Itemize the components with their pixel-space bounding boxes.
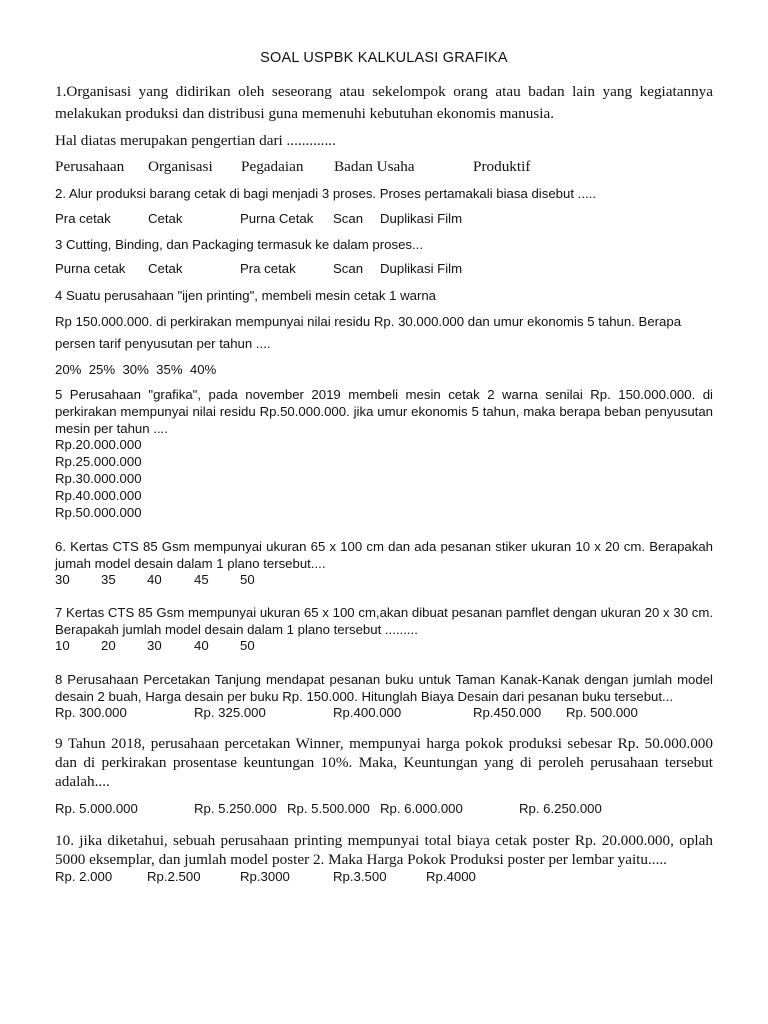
option-d: Rp. 6.000.000 <box>380 801 463 816</box>
page-title: SOAL USPBK KALKULASI GRAFIKA <box>260 50 508 66</box>
option-e: Rp. 6.250.000 <box>519 801 602 816</box>
question-1-text: 1.Organisasi yang didirikan oleh seseorang atau sekelompok orang atau badan lain yang kegiatannya melakukan produksi dan distribusi guna memenuhi kebutuhan ekonomis manusia. <box>55 83 713 122</box>
option-d: Rp.450.000 <box>473 705 542 720</box>
option-e: Rp.50.000.000 <box>55 505 142 520</box>
question-4-options: 20% 25% 30% 35% 40% <box>55 362 217 377</box>
option-b: Organisasi <box>148 158 213 175</box>
option-b: Cetak <box>148 261 183 276</box>
option-a: 30 <box>55 572 70 587</box>
question-9-text: 9 Tahun 2018, perusahaan percetakan Winner, mempunyai harga pokok produksi sebesar Rp. 50.000.000 dan di perkirakan prosentase keuntungan 10%. Maka, Keuntungan yang di peroleh perusahaan tersebut adalah.... <box>55 735 713 790</box>
option-c: Rp.400.000 <box>333 705 402 720</box>
option-e: Duplikasi Film <box>380 261 463 276</box>
question-1-options <box>55 156 713 174</box>
option-e: Duplikasi Film <box>380 211 463 226</box>
option-e: Rp.4000 <box>426 869 476 884</box>
question-4-line-1: 4 Suatu perusahaan "ijen printing", membeli mesin cetak 1 warna <box>55 288 437 303</box>
option-a: Purna cetak <box>55 261 126 276</box>
option-d: 40 <box>194 638 209 653</box>
option-d: Badan Usaha <box>334 158 415 175</box>
option-c: Rp.30.000.000 <box>55 471 142 486</box>
option-b: Cetak <box>148 211 183 226</box>
option-c: Pegadaian <box>241 158 304 175</box>
question-4-line-2: Rp 150.000.000. di perkirakan mempunyai nilai residu Rp. 30.000.000 dan umur ekonomis 5 tahun. Berapa persen tarif penyusutan per tahun .... <box>55 314 682 351</box>
question-6-text: 6. Kertas CTS 85 Gsm mempunyai ukuran 65 x 100 cm dan ada pesanan stiker ukuran 10 x 20 cm. Berapakah jumah model desain dalam 1 plano tersebut.... <box>55 539 713 571</box>
option-a: Rp.20.000.000 <box>55 437 142 452</box>
option-b: 35 <box>101 572 116 587</box>
question-10-text: 10. jika diketahui, sebuah perusahaan printing mempunyai total biaya cetak poster Rp. 20.000.000, oplah 5000 eksemplar, dan jumlah model poster 2. Maka Harga Pokok Produksi poster per lembar yaitu..... <box>55 832 713 868</box>
option-b: 20 <box>101 638 116 653</box>
option-d: Scan <box>333 261 364 276</box>
option-b: Rp. 325.000 <box>194 705 266 720</box>
option-b: Rp.2.500 <box>147 869 201 884</box>
question-6-options <box>55 571 713 589</box>
option-e: Rp. 500.000 <box>566 705 638 720</box>
option-c: 30 <box>147 638 162 653</box>
option-c: Purna Cetak <box>240 211 314 226</box>
question-3-options <box>55 260 713 278</box>
option-e: Produktif <box>473 158 531 175</box>
question-7-options <box>55 637 713 655</box>
option-d: Rp.3.500 <box>333 869 387 884</box>
option-d: Rp.40.000.000 <box>55 488 142 503</box>
option-c: Rp. 5.500.000 <box>287 801 370 816</box>
question-7-text: 7 Kertas CTS 85 Gsm mempunyai ukuran 65 x 100 cm,akan dibuat pesanan pamflet dengan ukuran 20 x 30 cm. Berapakah jumlah model desain dalam 1 plano tersebut ......... <box>55 605 713 637</box>
option-a: 10 <box>55 638 70 653</box>
option-d: Scan <box>333 211 364 226</box>
option-b: Rp. 5.250.000 <box>194 801 277 816</box>
option-b: Rp.25.000.000 <box>55 454 142 469</box>
question-10-options <box>55 868 713 886</box>
question-8-text: 8 Perusahaan Percetakan Tanjung mendapat pesanan buku untuk Taman Kanak-Kanak dengan jumlah model desain 2 buah, Harga desain per buku Rp. 150.000. Hitunglah Biaya Desain dari pesanan buku tersebut... <box>55 672 713 704</box>
option-a: Pra cetak <box>55 211 111 226</box>
option-a: Rp. 300.000 <box>55 705 127 720</box>
option-c: Pra cetak <box>240 261 296 276</box>
question-2-options <box>55 210 713 228</box>
option-a: Rp. 2.000 <box>55 869 113 884</box>
question-5-text: 5 Perusahaan "grafika", pada november 2019 membeli mesin cetak 2 warna senilai Rp. 150.000.000. di perkirakan mempunyai nilai residu Rp.50.000.000. jika umur ekonomis 5 tahun, maka berapa beban penyusutan mesin per tahun .... <box>55 387 713 436</box>
option-a: Perusahaan <box>55 158 125 175</box>
question-2-text: 2. Alur produksi barang cetak di bagi menjadi 3 proses. Proses pertamakali biasa disebut ..... <box>55 186 596 201</box>
question-9-options <box>55 800 713 818</box>
question-5-options <box>55 436 713 521</box>
question-3-text: 3 Cutting, Binding, dan Packaging termasuk ke dalam proses... <box>55 237 423 252</box>
question-8-options <box>55 704 713 722</box>
option-c: Rp.3000 <box>240 869 290 884</box>
option-c: 40 <box>147 572 162 587</box>
question-1-prompt: Hal diatas merupakan pengertian dari ............. <box>55 132 336 149</box>
option-e: 50 <box>240 638 255 653</box>
option-a: Rp. 5.000.000 <box>55 801 138 816</box>
option-e: 50 <box>240 572 255 587</box>
option-d: 45 <box>194 572 209 587</box>
